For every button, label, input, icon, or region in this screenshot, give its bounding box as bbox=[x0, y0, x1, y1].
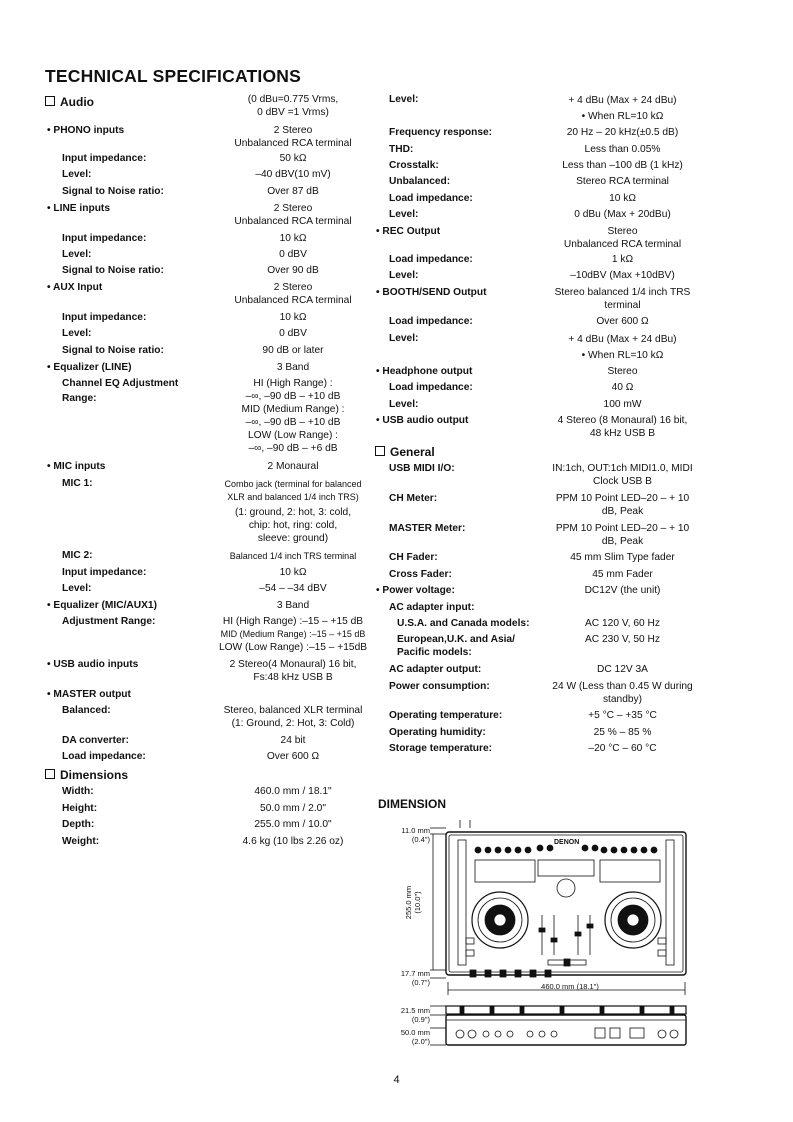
aux-imp-label: Input impedance: bbox=[62, 312, 147, 323]
master-da: 24 bit bbox=[280, 735, 306, 746]
line-level: 0 dBV bbox=[279, 249, 307, 260]
load1-label: Load impedance: bbox=[389, 193, 473, 204]
eq-line-sub-label: Channel EQ Adjustment Range: bbox=[62, 378, 179, 404]
mic-imp-label: Input impedance: bbox=[62, 567, 147, 578]
booth-level: + 4 dBu (Max + 24 dBu) • When RL=10 kΩ bbox=[568, 334, 677, 361]
hp-load: 40 Ω bbox=[611, 382, 634, 393]
power-consumption-label: Power consumption: bbox=[389, 681, 490, 692]
side-b-label: 50.0 mm (2.0") bbox=[400, 1028, 430, 1046]
ch-meter-value: PPM 10 Point LED–20 – + 10 dB, Peak bbox=[555, 493, 690, 517]
mic-imp: 10 kΩ bbox=[279, 567, 307, 578]
booth-load: Over 600 Ω bbox=[596, 316, 649, 327]
aux-snr-label: Signal to Noise ratio: bbox=[62, 345, 164, 356]
cross-fader-label: Cross Fader: bbox=[389, 569, 452, 580]
depth-label: Depth: bbox=[62, 819, 95, 830]
master-bal-value: Stereo, balanced XLR terminal (1: Ground, 2: Hot, 3: Cold) bbox=[223, 705, 363, 729]
mic1-value-b: (1: ground, 2: hot, 3: cold, chip: hot, ring: cold, sleeve: ground) bbox=[234, 507, 352, 544]
booth-value: Stereo balanced 1/4 inch TRS terminal bbox=[554, 287, 691, 311]
unbal-label: Unbalanced: bbox=[389, 176, 451, 187]
mic1-value: Combo jack (terminal for balanced XLR and balanced 1/4 inch TRS) bbox=[224, 479, 362, 502]
xtalk-value: Less than –100 dB (1 kHz) bbox=[562, 160, 683, 171]
mic2-value: Balanced 1/4 inch TRS terminal bbox=[229, 551, 357, 561]
side-a-label: 21.5 mm (0.9") bbox=[400, 1006, 430, 1024]
eq-mic-sub-label: Adjustment Range: bbox=[62, 616, 156, 627]
weight-value: 4.6 kg (10 lbs 2.26 oz) bbox=[242, 836, 344, 847]
eq-mic-value: 3 Band bbox=[276, 600, 310, 611]
ac-input-label: AC adapter input: bbox=[389, 602, 475, 613]
rec-level-label: Level: bbox=[389, 270, 419, 281]
width-label: Width: bbox=[62, 786, 94, 797]
rec-level: –10dBV (Max +10dBV) bbox=[570, 270, 675, 281]
freq-label: Frequency response: bbox=[389, 127, 493, 138]
ch-fader-value: 45 mm Slim Type fader bbox=[570, 552, 675, 563]
mic-label: • MIC inputs bbox=[47, 461, 106, 472]
eq-line-label: • Equalizer (LINE) bbox=[47, 362, 132, 373]
hp-level-label: Level: bbox=[389, 399, 419, 410]
line-imp-label: Input impedance: bbox=[62, 233, 147, 244]
thd-value: Less than 0.05% bbox=[584, 144, 661, 155]
master-bal-label: Balanced: bbox=[62, 705, 111, 716]
front-label: 17.7 mm (0.7") bbox=[400, 969, 430, 987]
phono-level-label: Level: bbox=[62, 169, 92, 180]
aux-level: 0 dBV bbox=[279, 328, 307, 339]
ac-output-value: DC 12V 3A bbox=[597, 664, 648, 675]
phono-snr: Over 87 dB bbox=[267, 186, 319, 197]
eu-label: European,U.K. and Asia/ Pacific models: bbox=[397, 634, 515, 658]
thd-label: THD: bbox=[389, 144, 414, 155]
line-label: • LINE inputs bbox=[47, 203, 110, 214]
phono-imp: 50 kΩ bbox=[279, 153, 307, 164]
mic1-label: MIC 1: bbox=[62, 478, 93, 489]
rec-label: • REC Output bbox=[376, 226, 441, 237]
load1-value: 10 kΩ bbox=[609, 193, 636, 204]
rec-load: 1 kΩ bbox=[611, 254, 634, 265]
op-temp-label: Operating temperature: bbox=[389, 710, 503, 721]
dimension-title: DIMENSION bbox=[378, 797, 447, 811]
aux-level-label: Level: bbox=[62, 328, 92, 339]
ch-meter-label: CH Meter: bbox=[389, 493, 438, 504]
master-meter-label: MASTER Meter: bbox=[389, 523, 466, 534]
booth-load-label: Load impedance: bbox=[389, 316, 473, 327]
dimensions-heading: Dimensions bbox=[45, 768, 128, 782]
level1-value: + 4 dBu (Max + 24 dBu) • When RL=10 kΩ bbox=[568, 95, 677, 122]
level2-label: Level: bbox=[389, 209, 419, 220]
op-humidity-value: 25 % – 85 % bbox=[593, 727, 652, 738]
line-snr: Over 90 dB bbox=[267, 265, 319, 276]
mic-level-label: Level: bbox=[62, 583, 92, 594]
eq-line-value: 3 Band bbox=[276, 362, 310, 373]
master-da-label: DA converter: bbox=[62, 735, 129, 746]
height-label: Height: bbox=[62, 803, 98, 814]
hp-value: Stereo bbox=[607, 366, 638, 377]
aux-label: • AUX Input bbox=[47, 282, 103, 293]
mic2-label: MIC 2: bbox=[62, 550, 93, 561]
midi-label: USB MIDI I/O: bbox=[389, 463, 455, 474]
checkbox-icon bbox=[45, 96, 55, 106]
controller-drawing bbox=[430, 820, 692, 1052]
depth-dim-label: 255.0 mm (10.0") bbox=[404, 885, 422, 920]
checkbox-icon bbox=[375, 446, 385, 456]
level1-label: Level: bbox=[389, 94, 419, 105]
usb-out-label: • USB audio output bbox=[376, 415, 469, 426]
line-imp: 10 kΩ bbox=[279, 233, 307, 244]
phono-label: • PHONO inputs bbox=[47, 125, 125, 136]
depth-value: 255.0 mm / 10.0" bbox=[254, 819, 332, 830]
rec-load-label: Load impedance: bbox=[389, 254, 473, 265]
op-humidity-label: Operating humidity: bbox=[389, 727, 486, 738]
unbal-value: Stereo RCA terminal bbox=[576, 176, 669, 187]
phono-snr-label: Signal to Noise ratio: bbox=[62, 186, 164, 197]
booth-level-label: Level: bbox=[389, 333, 419, 344]
mic-level: –54 – –34 dBV bbox=[259, 583, 327, 594]
general-heading: General bbox=[375, 445, 435, 459]
page-number: 4 bbox=[393, 1074, 400, 1086]
hp-load-label: Load impedance: bbox=[389, 382, 473, 393]
audio-note: (0 dBu=0.775 Vrms, 0 dBV =1 Vrms) bbox=[247, 94, 339, 118]
master-load-label: Load impedance: bbox=[62, 751, 146, 762]
eu-value: AC 230 V, 50 Hz bbox=[585, 634, 660, 645]
master-meter-value: PPM 10 Point LED–20 – + 10 dB, Peak bbox=[555, 523, 690, 547]
line-value: 2 Stereo Unbalanced RCA terminal bbox=[234, 203, 352, 227]
line-level-label: Level: bbox=[62, 249, 92, 260]
height-value: 50.0 mm / 2.0" bbox=[260, 803, 326, 814]
usb-in-value: 2 Stereo(4 Monaural) 16 bit, Fs:48 kHz USB B bbox=[229, 659, 357, 683]
ch-fader-label: CH Fader: bbox=[389, 552, 438, 563]
master-label: • MASTER output bbox=[47, 689, 131, 700]
rec-value: Stereo Unbalanced RCA terminal bbox=[563, 226, 682, 250]
hp-level: 100 mW bbox=[603, 399, 642, 410]
phono-value: 2 Stereo Unbalanced RCA terminal bbox=[234, 125, 352, 149]
page-title: TECHNICAL SPECIFICATIONS bbox=[45, 66, 301, 86]
freq-value: 20 Hz – 20 kHz(±0.5 dB) bbox=[566, 127, 679, 138]
booth-label: • BOOTH/SEND Output bbox=[376, 287, 487, 298]
aux-snr: 90 dB or later bbox=[262, 345, 324, 356]
level2-value: 0 dBu (Max + 20dBu) bbox=[574, 209, 671, 220]
us-label: U.S.A. and Canada models: bbox=[397, 618, 530, 629]
width-dim-label: 460.0 mm (18.1") bbox=[541, 982, 599, 991]
weight-label: Weight: bbox=[62, 836, 100, 847]
storage-temp-value: –20 °C – 60 °C bbox=[588, 743, 657, 754]
brand-logo: DENON bbox=[554, 839, 580, 846]
power-voltage-value: DC12V (the unit) bbox=[584, 585, 661, 596]
audio-heading: Audio bbox=[45, 95, 94, 109]
eq-line-sub-value: HI (High Range) : –∞, –90 dB – +10 dB MID (Medium Range) : –∞, –90 dB – +10 dB LOW (Low Range) : –∞, –90 dB – +6 dB bbox=[241, 378, 345, 454]
aux-value: 2 Stereo Unbalanced RCA terminal bbox=[234, 282, 352, 306]
midi-value: IN:1ch, OUT:1ch MIDI1.0, MIDI Clock USB B bbox=[552, 463, 693, 487]
power-consumption-value: 24 W (Less than 0.45 W during standby) bbox=[552, 681, 693, 705]
eq-mic-sub-value: HI (High Range) :–15 – +15 dB MID (Medium Range) :–15 – +15 dB LOW (Low Range) :–15 – +15dB bbox=[218, 616, 368, 653]
power-voltage-label: • Power voltage: bbox=[376, 585, 455, 596]
usb-in-label: • USB audio inputs bbox=[47, 659, 139, 670]
master-load: Over 600 Ω bbox=[266, 751, 320, 762]
aux-imp: 10 kΩ bbox=[279, 312, 307, 323]
cross-fader-value: 45 mm Fader bbox=[592, 569, 653, 580]
ac-output-label: AC adapter output: bbox=[389, 664, 482, 675]
usb-out-value: 4 Stereo (8 Monaural) 16 bit, 48 kHz USB B bbox=[557, 415, 688, 439]
mic-value: 2 Monaural bbox=[267, 461, 319, 472]
us-value: AC 120 V, 60 Hz bbox=[585, 618, 660, 629]
phono-level: –40 dBV(10 mV) bbox=[255, 169, 331, 180]
width-value: 460.0 mm / 18.1" bbox=[254, 786, 332, 797]
xtalk-label: Crosstalk: bbox=[389, 160, 439, 171]
checkbox-icon bbox=[45, 769, 55, 779]
eq-mic-label: • Equalizer (MIC/AUX1) bbox=[47, 600, 157, 611]
storage-temp-label: Storage temperature: bbox=[389, 743, 493, 754]
top-depth-label: 11.0 mm (0.4") bbox=[401, 826, 430, 844]
hp-label: • Headphone output bbox=[376, 366, 473, 377]
phono-imp-label: Input impedance: bbox=[62, 153, 147, 164]
op-temp-value: +5 °C – +35 °C bbox=[588, 710, 657, 721]
line-snr-label: Signal to Noise ratio: bbox=[62, 265, 164, 276]
